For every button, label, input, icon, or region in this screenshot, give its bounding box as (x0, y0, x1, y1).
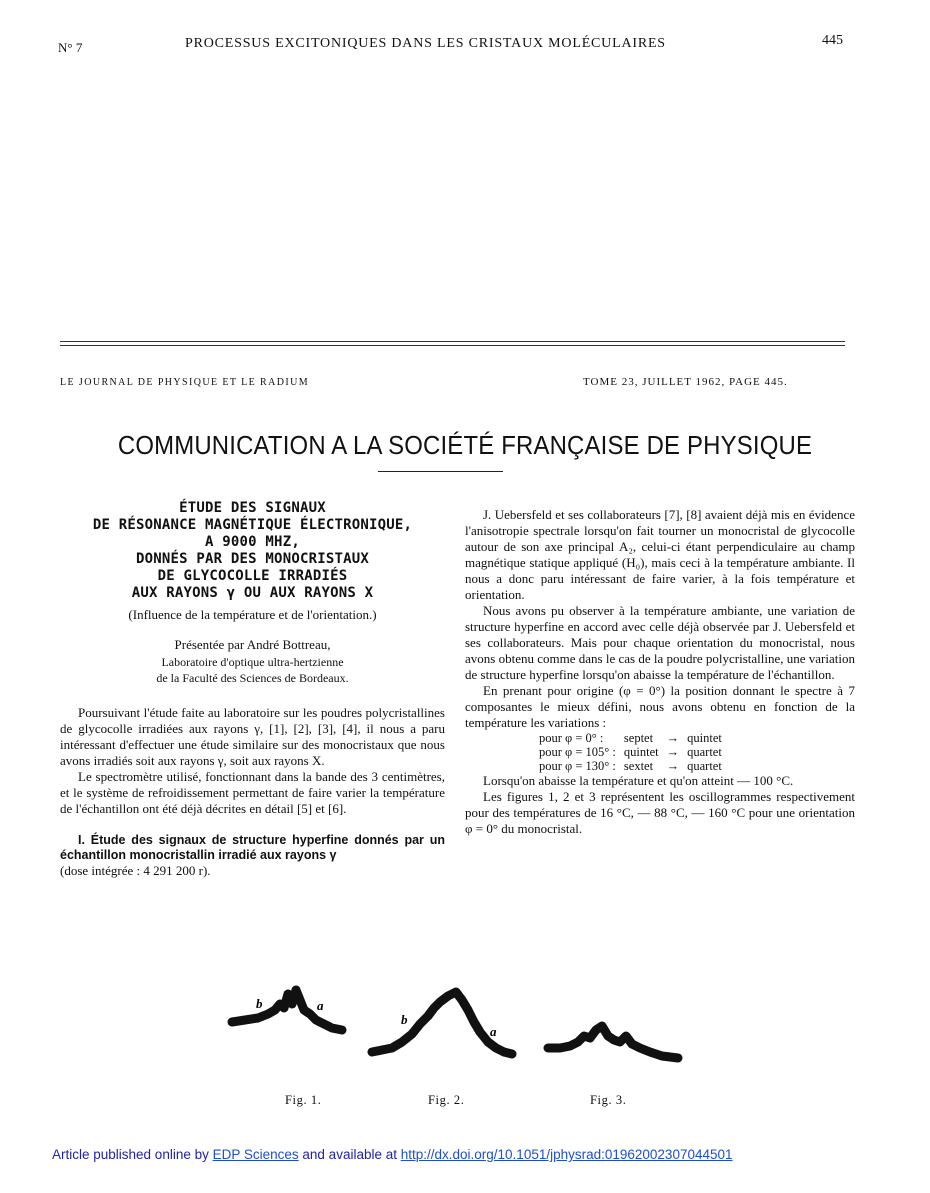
variation-to: quartet (687, 759, 722, 773)
footer-prefix: Article published online by (52, 1147, 213, 1162)
article-title-line: DE RÉSONANCE MAGNÉTIQUE ÉLECTRONIQUE, (92, 517, 413, 533)
oscillogram-trace-1 (232, 990, 342, 1030)
figure-caption: Fig. 2. (428, 1093, 465, 1107)
publisher-link[interactable]: EDP Sciences (212, 1147, 299, 1162)
paragraph: J. Uebersfeld et ses collaborateurs [7], [8] avaient déjà mis en évidence l'anisotropie spectrale lorsqu'on fait tourner un monocristal de glycocolle autour de son axe principal A₂, celui-ci étant perpendiculaire au champ magnétique statique appliqué (H₀), mais ceci à la température ambiante. Il nous a donc paru intéressant de faire varier, à la fois température et orientation. (465, 507, 855, 602)
paragraph: Lorsqu'on abaisse la température et qu'on atteint — 100 °C. (483, 773, 794, 788)
journal-volume: TOME 23, JUILLET 1962, PAGE 445. (583, 376, 788, 388)
figure-label-a: a (490, 1024, 497, 1039)
issue-number: N° 7 (58, 40, 83, 55)
section-heading: I. Étude des signaux de structure hyperfine donnés par un échantillon monocristallin irradié aux rayons γ (60, 833, 445, 862)
article-subtitle: (Influence de la température et de l'orientation.) (128, 607, 377, 622)
separator-rule (60, 341, 845, 342)
figure-label-b: b (256, 996, 263, 1011)
footer-middle: and available at (298, 1147, 401, 1162)
title-rule (378, 471, 503, 472)
doi-link[interactable]: http://dx.doi.org/10.1051/jphysrad:01962002307044501 (400, 1147, 733, 1162)
paragraph: Les figures 1, 2 et 3 représentent les oscillogrammes respectivement pour des températures de 16 °C, — 88 °C, — 160 °C pour une orientation φ = 0° du monocristal. (465, 789, 855, 836)
paragraph: Nous avons pu observer à la température ambiante, une variation de structure hyperfine en accord avec celle déjà observée par J. Uebersfeld et ses collaborateurs. Mais pour chaque orientation du monocristal, nous avons obtenu comme dans le cas de la poudre polycristalline, une variation de structure hyperfine lorsqu'on abaisse la température de l'échantillon. (465, 603, 855, 682)
variation-to: quartet (687, 745, 722, 759)
variation-row (535, 731, 726, 745)
arrow-icon: → (666, 759, 680, 773)
left-column (60, 500, 445, 879)
article-title-line: ÉTUDE DES SIGNAUX (179, 500, 326, 516)
affiliation-line: de la Faculté des Sciences de Bordeaux. (156, 671, 349, 685)
oscillogram-trace-3 (548, 1026, 678, 1058)
footer (52, 1147, 733, 1162)
variation-condition: pour φ = 0° : (539, 731, 604, 745)
paragraph: Le spectromètre utilisé, fonctionnant dans la bande des 3 centimètres, et le système de refroidissement permettant de faire varier la température de l'échantillon ont été déjà décrites en détail [5] et [6]. (60, 769, 445, 816)
separator-rule-2 (60, 345, 845, 346)
variation-condition: pour φ = 105° : (539, 745, 616, 759)
variation-row (535, 745, 726, 759)
figure-label-b: b (401, 1012, 408, 1027)
paragraph: Poursuivant l'étude faite au laboratoire sur les poudres polycristallines de glycocolle irradiées aux rayons γ, [1], [2], [3], [4], il nous a paru intéressant d'effectuer une étude similaire sur des monocristaux que nous avons irradiés soit aux rayons γ, soit aux rayons X. (60, 705, 445, 768)
variation-to: quintet (687, 731, 722, 745)
variation-from: sextet (623, 759, 654, 773)
arrow-icon: → (666, 731, 680, 745)
variation-from: quintet (623, 745, 659, 759)
variations-table (535, 731, 726, 773)
page-number: 445 (822, 33, 843, 48)
oscillogram-figures (220, 980, 690, 1080)
article-title-line: DE GLYCOCOLLE IRRADIÉS (157, 568, 348, 584)
article-title (60, 500, 445, 602)
variation-row (535, 759, 726, 773)
main-title: COMMUNICATION A LA SOCIÉTÉ FRANÇAISE DE PHYSIQUE (117, 430, 813, 460)
dose-note: (dose intégrée : 4 291 200 r). (60, 863, 211, 878)
right-column (465, 507, 855, 837)
oscillogram-trace-2 (372, 992, 512, 1054)
variation-from: septet (623, 731, 654, 745)
affiliation-line: Laboratoire d'optique ultra-hertzienne (161, 655, 344, 669)
article-title-line: A 9000 MHZ, (205, 534, 300, 550)
running-title: PROCESSUS EXCITONIQUES DANS LES CRISTAUX MOLÉCULAIRES (185, 36, 666, 51)
variation-condition: pour φ = 130° : (539, 759, 616, 773)
journal-name: LE JOURNAL DE PHYSIQUE ET LE RADIUM (60, 377, 309, 388)
article-title-line: AUX RAYONS γ OU AUX RAYONS X (131, 585, 374, 601)
paragraph: En prenant pour origine (φ = 0°) la position donnant le spectre à 7 composantes le mieux défini, nous avons obtenu en fonction de la température les variations : (465, 683, 855, 730)
article-title-line: DONNÉS PAR DES MONOCRISTAUX (136, 551, 369, 567)
author-line: Présentée par André Bottreau, (174, 637, 331, 652)
arrow-icon: → (666, 745, 680, 759)
figure-caption: Fig. 3. (590, 1093, 627, 1107)
figure-label-a: a (317, 998, 324, 1013)
figure-caption: Fig. 1. (285, 1093, 322, 1107)
